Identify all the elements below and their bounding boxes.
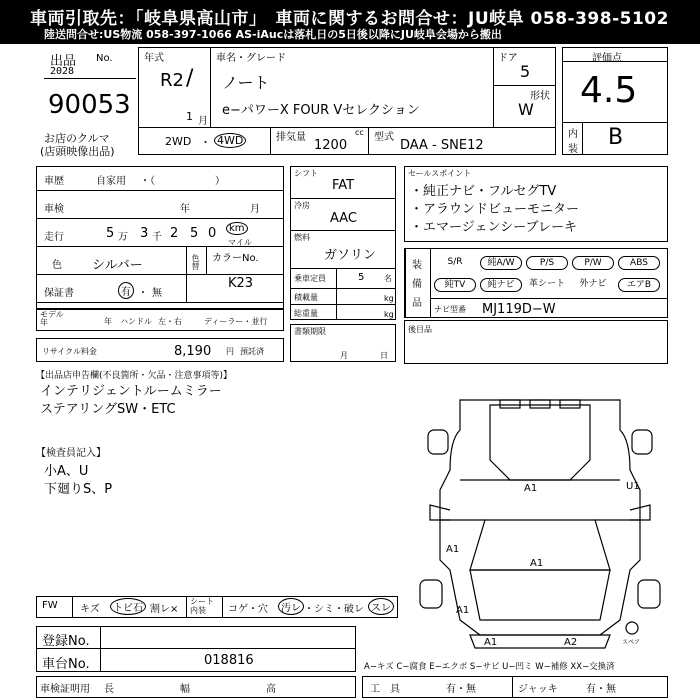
- car-damage-diagram: [400, 370, 680, 660]
- equipment-item: 革シート: [526, 278, 568, 292]
- recycle-value: 8,190: [174, 344, 212, 359]
- body-outline: [440, 400, 640, 635]
- capacity-label: 乗車定員: [294, 274, 326, 283]
- tools-label: 工 具: [370, 684, 400, 695]
- damage-mark-7: A2: [564, 637, 578, 648]
- spare-label: スペア: [622, 639, 641, 646]
- shift-value: FAT: [332, 178, 355, 193]
- seller-notes-label: 【出品店申告欄(不良箇所・欠品・注意事項等)】: [36, 371, 233, 381]
- inspection-label: 車検: [44, 204, 64, 215]
- wheel-fr: [632, 430, 652, 454]
- model-name: ノート: [222, 73, 270, 92]
- lot-small-code: 2028: [50, 66, 75, 77]
- shift-label: シフト: [294, 169, 318, 178]
- damage-legend: A−キズ C−腐食 E−エクボ S−サビ U−凹ミ W−補修 XX−交換済: [364, 662, 615, 672]
- inspector-note-2: 下廻りS、P: [44, 482, 113, 497]
- navi-label: ナビ型番: [434, 305, 466, 314]
- shop-car-note: お店のクルマ: [44, 132, 110, 145]
- retrofit-box: [404, 320, 668, 364]
- seller-note-2: ステアリングSW・ETC: [40, 402, 176, 417]
- score-value: 4.5: [580, 70, 638, 111]
- load-label: 積載量: [294, 293, 318, 302]
- year-month: 1: [186, 110, 193, 123]
- seller-note-1: インテリジェントルームミラー: [40, 384, 222, 399]
- sales-point-3: ・エマージェンシーブレーキ: [410, 220, 577, 235]
- interior-value: B: [608, 125, 624, 150]
- sales-point-1: ・純正ナビ・フルセグTV: [410, 184, 557, 199]
- color-value: シルバー: [92, 258, 143, 273]
- shape-value: W: [518, 100, 534, 119]
- color-no: K23: [228, 276, 254, 291]
- type-label: 型式: [374, 132, 394, 143]
- displacement-unit: cc: [355, 128, 364, 137]
- chassis-label: 車台No.: [42, 657, 90, 672]
- shop-video-note: (店頭映像出品): [40, 145, 115, 158]
- registration-label: 登録No.: [42, 634, 90, 649]
- type-value: DAA - SNE12: [400, 138, 484, 153]
- wheel-rl: [420, 580, 442, 608]
- capacity-value: 5: [358, 272, 365, 283]
- lot-label: 出品: [50, 54, 77, 69]
- mileage-label: 走行: [44, 232, 64, 243]
- spare-tire: [626, 622, 638, 634]
- navi-value: MJ119D−W: [482, 302, 556, 317]
- color-no-label: カラーNo.: [212, 253, 259, 264]
- equipment-item: 純ナビ: [480, 278, 522, 292]
- aircon-value: AAC: [330, 211, 357, 226]
- color-label: 色: [52, 260, 62, 271]
- door-label: ドア: [498, 53, 518, 64]
- tools-box: [362, 676, 668, 698]
- drive-2wd: 2WD: [165, 135, 192, 148]
- model-label: モデル年: [40, 310, 64, 327]
- damage-mark-4: A1: [530, 558, 544, 569]
- header-bar: [0, 0, 700, 44]
- tools-value: 有・無: [446, 684, 476, 695]
- warranty-label: 保証書: [44, 288, 74, 299]
- displacement-label: 排気量: [276, 132, 306, 143]
- damage-mark-2: U1: [626, 481, 640, 492]
- color-change-label: 色替: [191, 254, 200, 270]
- pickup-contact-line: 車両引取先：「岐阜県高山市」 車両に関するお問合せ：JU岐阜 058-398-5102: [30, 9, 669, 29]
- equipment-item: エアB: [618, 278, 660, 292]
- recycle-label: リサイクル料金: [42, 347, 97, 356]
- drive-4wd: 4WD: [214, 133, 246, 148]
- condition-fw: FW: [42, 600, 58, 611]
- year-label: 年式: [144, 53, 164, 64]
- mileage-km: km: [226, 222, 248, 235]
- year-month-unit: 月: [198, 116, 208, 127]
- certificate-label: 車検証明用: [40, 684, 90, 695]
- docs-label: 書類期限: [294, 327, 326, 336]
- damage-mark-5: A1: [456, 605, 470, 616]
- equipment-item: 純TV: [434, 278, 476, 292]
- sales-points-label: セールスポイント: [408, 169, 472, 178]
- aircon-label: 冷房: [294, 201, 310, 210]
- year-era: R2: [160, 70, 184, 91]
- equipment-item: 純A/W: [480, 256, 522, 270]
- equipment-item: 外ナビ: [572, 278, 614, 292]
- dealer-label: ディーラー・並行: [204, 317, 268, 326]
- score-label: 評価点: [592, 53, 622, 64]
- lot-number: 90053: [48, 90, 131, 120]
- wheel-fl: [428, 430, 448, 454]
- warranty-yes: 有: [118, 282, 134, 299]
- sales-point-2: ・アラウンドビューモニター: [410, 202, 580, 217]
- jack-label: ジャッキ: [518, 684, 558, 695]
- wheel-rr: [638, 580, 660, 608]
- warranty-no: 無: [152, 288, 162, 299]
- equipment-item: P/W: [572, 256, 614, 270]
- transport-contact-line: 陸送問合せ:US物流 058-397-1066 AS-iAucは落札日の5日後以降にJU岐阜会場から搬出: [44, 28, 502, 41]
- lot-no-label: No.: [96, 53, 113, 64]
- jack-value: 有・無: [586, 684, 616, 695]
- history-label: 車歴: [44, 176, 64, 187]
- displacement-value: 1200: [314, 138, 348, 153]
- damage-mark-3: A1: [446, 544, 460, 555]
- model-grade: e−パワーX FOUR Vセレクション: [222, 103, 420, 118]
- weight-label: 総重量: [294, 309, 318, 318]
- history-value: 自家用: [96, 176, 126, 187]
- door-value: 5: [520, 62, 531, 81]
- interior-label-2: 装: [568, 144, 578, 155]
- retrofit-label: 後目品: [408, 325, 432, 334]
- damage-mark-1: A1: [524, 483, 538, 494]
- fuel-label: 燃料: [294, 233, 310, 242]
- chassis-value: 018816: [204, 653, 254, 668]
- equipment-item: ABS: [618, 256, 660, 270]
- inspector-note-1: 小A、U: [44, 464, 89, 479]
- recycle-deposit: 預託済: [240, 347, 264, 356]
- roof-outline: [490, 405, 590, 480]
- lot-section: [36, 50, 136, 128]
- mileage-mile: マイル: [228, 238, 252, 247]
- shape-label: 形状: [530, 91, 550, 102]
- damage-mark-6: A1: [484, 637, 498, 648]
- model-label: 車名・グレード: [216, 53, 286, 64]
- inspector-label: 【検査員記入】: [36, 448, 106, 459]
- handle-label: ハンドル: [120, 317, 152, 326]
- interior-label-1: 内: [568, 129, 578, 140]
- handle-value: 左・右: [158, 317, 182, 326]
- fuel-value: ガソリン: [324, 248, 377, 263]
- equipment-item: P/S: [526, 256, 568, 270]
- equipment-item: S/R: [434, 256, 476, 270]
